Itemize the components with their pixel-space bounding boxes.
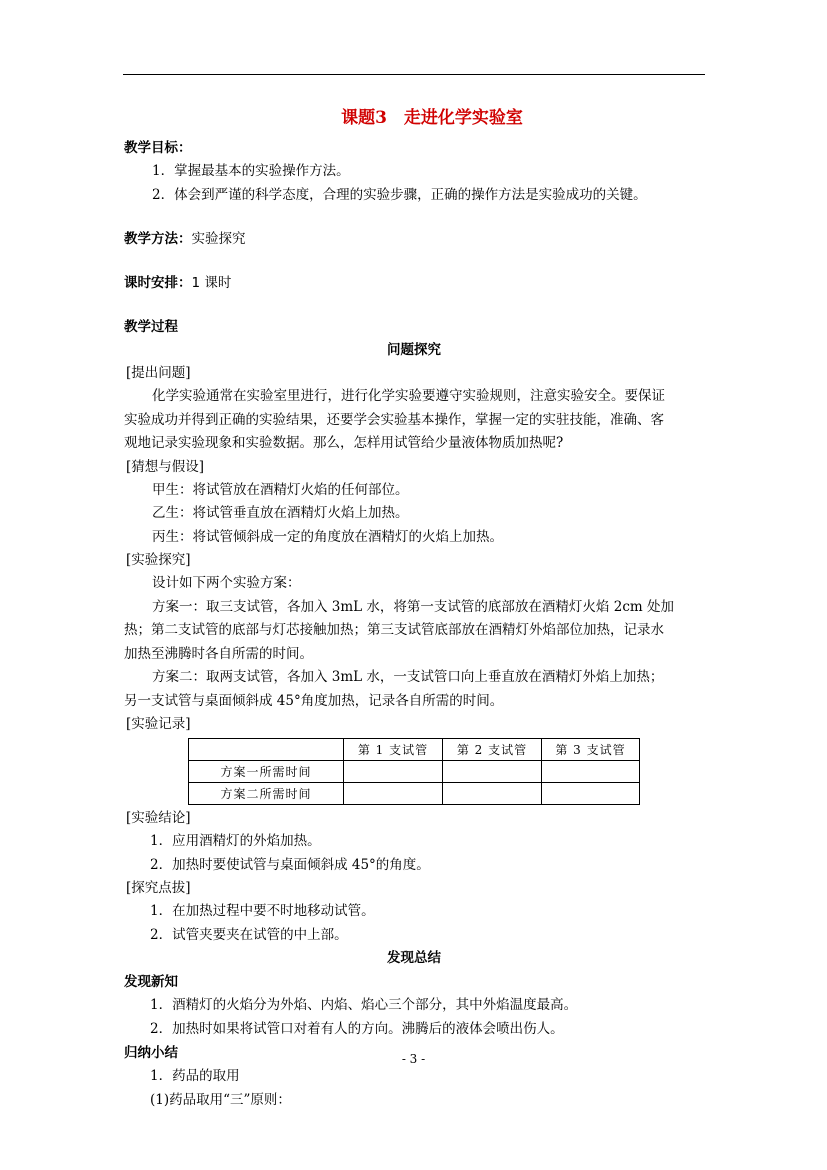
explore-intro: 设计如下两个实验方案：: [152, 575, 301, 591]
raise-line-3: 观地记录实验现象和实验数据。那么，怎样用试管给少量液体物质加热呢?: [124, 435, 564, 451]
schedule-line: [124, 271, 704, 295]
goal-item-1: 1．掌握最基本的实验操作方法。: [152, 163, 350, 179]
section-heading-explore: 问题探究: [387, 342, 441, 358]
plan2-line-2: 另一支试管与桌面倾斜成 45°角度加热，记录各自所需的时间。: [124, 692, 504, 709]
raise-tag: [提出问题]: [126, 365, 191, 381]
lesson-title: 课题3 走进化学实验室: [341, 108, 523, 128]
goals-heading: 教学目标：: [124, 140, 192, 156]
raise-line-2: 实验成功并得到正确的实验结果，还要学会实验基本操作，掌握一定的实驻技能，准确、客: [124, 411, 664, 428]
summary-item-1: 1．药品的取用: [150, 1068, 240, 1084]
newknow-heading: 发现新知: [124, 974, 178, 990]
table-cell: [443, 761, 542, 783]
goal-item-2: 2．体会到严谨的科学态度，合理的实验步骤，正确的操作方法是实验成功的关键。: [152, 186, 647, 203]
conclusion-item-1: 1．应用酒精灯的外焰加热。: [150, 833, 321, 849]
method-value: 实验探究: [191, 231, 246, 247]
newknow-item-2: 2．加热时如果将试管口对着有人的方向。沸腾后的液体会喷出伤人。: [150, 1020, 564, 1037]
guess-line-1: 甲生：将试管放在酒精灯火焰的任何部位。: [152, 481, 409, 498]
table-header-cell: 第 1 支试管: [344, 739, 443, 761]
table-header-row: [189, 739, 640, 761]
method-label: 教学方法：: [124, 231, 192, 247]
summary-item-2: (1)药品取用“三”原则：: [150, 1091, 291, 1108]
guess-tag: [猜想与假设]: [126, 458, 205, 475]
record-table: [188, 738, 640, 805]
raise-line-1: 化学实验通常在实验室里进行，进行化学实验要遵守实验规则，注意实验安全。要保证: [152, 388, 665, 404]
schedule-value: 1 课时: [191, 275, 232, 291]
newknow-item-1: 1．酒精灯的火焰分为外焰、内焰、焰心三个部分，其中外焰温度最高。: [150, 997, 578, 1013]
table-cell: [443, 783, 542, 805]
guess-line-3: 丙生：将试管倾斜成一定的角度放在酒精灯的火焰上加热。: [152, 528, 503, 545]
tips-tag: [探究点拔]: [126, 880, 191, 896]
table-cell: [189, 739, 344, 761]
explore-tag: [实验探究]: [126, 552, 191, 568]
header-rule: [123, 74, 705, 75]
table-header-cell: 第 3 支试管: [542, 739, 640, 761]
page-number: - 3 -: [401, 1052, 426, 1066]
schedule-label: 课时安排：: [124, 275, 192, 291]
document-body: [124, 100, 704, 1112]
method-line: [124, 227, 704, 251]
table-row: [189, 761, 640, 783]
table-cell: [542, 783, 640, 805]
table-header-cell: 第 2 支试管: [443, 739, 542, 761]
plan2-line-1: 方案二：取两支试管，各加入 3mL 水，一支试管口向上垂直放在酒精灯外焰上加热；: [152, 669, 664, 685]
table-cell: [344, 783, 443, 805]
plan1-line-1: 方案一：取三支试管，各加入 3mL 水，将第一支试管的底部放在酒精灯火焰 2cm 处加: [152, 598, 674, 615]
conclusion-item-2: 2．加热时要使试管与桌面倾斜成 45°的角度。: [150, 856, 430, 873]
table-row-label: 方案一所需时间: [189, 761, 344, 783]
conclusion-tag: [实验结论]: [126, 810, 191, 826]
section-heading-summary: 发现总结: [387, 950, 441, 966]
table-cell: [542, 761, 640, 783]
plan1-line-3: 加热至沸腾时各自所需的时间。: [124, 645, 313, 662]
record-tag: [实验记录]: [126, 716, 191, 732]
table-row-label: 方案二所需时间: [189, 783, 344, 805]
table-row: [189, 783, 640, 805]
guess-line-2: 乙生：将试管垂直放在酒精灯火焰上加热。: [152, 505, 409, 521]
process-heading: 教学过程: [124, 319, 178, 335]
plan1-line-2: 热；第二支试管的底部与灯芯接触加热；第三支试管底部放在酒精灯外焰部位加热，记录水: [124, 622, 664, 638]
table-cell: [344, 761, 443, 783]
tips-item-2: 2．试管夹要夹在试管的中上部。: [150, 926, 348, 943]
tips-item-1: 1．在加热过程中要不时地移动试管。: [150, 903, 375, 919]
summary-heading: 归纳小结: [124, 1045, 178, 1061]
